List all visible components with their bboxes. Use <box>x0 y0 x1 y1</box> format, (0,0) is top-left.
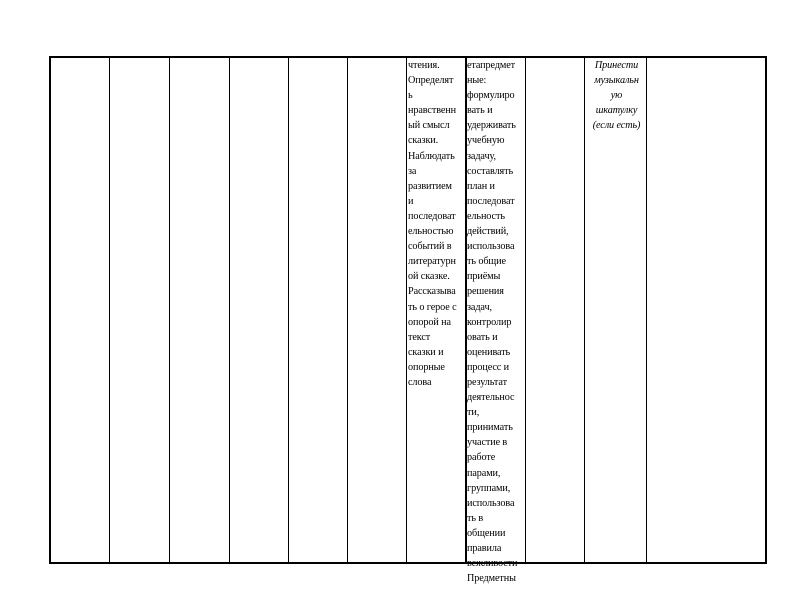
column-divider <box>49 56 51 564</box>
text-line: группами, <box>467 482 511 494</box>
text-line: Определят <box>408 75 454 87</box>
text-line: шкатулку <box>595 105 638 117</box>
text-line: контролир <box>467 316 512 328</box>
column-divider <box>347 56 348 564</box>
text-line: ть о герое с <box>408 301 457 313</box>
text-line: Рассказыва <box>408 286 456 298</box>
text-line: действий, <box>467 226 509 238</box>
table-right-border <box>765 56 767 564</box>
text-line: музыкальн <box>594 75 639 87</box>
text-line: последоват <box>408 210 456 222</box>
text-line: задачу, <box>467 150 496 162</box>
cell-lesson-activities <box>408 58 466 390</box>
cell-metasubject-results <box>467 58 525 586</box>
text-line: и <box>408 195 414 207</box>
text-line: парами, <box>467 467 501 479</box>
text-line: деятельнос <box>467 392 515 404</box>
text-line: план и <box>467 180 495 192</box>
text-line: участие в <box>467 437 508 449</box>
text-line: принимать <box>467 422 513 434</box>
text-line: ый смысл <box>408 120 450 132</box>
text-line: текст <box>408 331 431 343</box>
text-line: сказки. <box>408 135 439 147</box>
text-line: удерживать <box>467 120 516 132</box>
text-line: последоват <box>467 195 515 207</box>
column-divider <box>584 56 585 564</box>
column-divider <box>406 56 407 564</box>
text-line: ую <box>610 90 623 102</box>
text-line: решения <box>467 286 504 298</box>
text-line: Принести <box>594 60 639 71</box>
text-line: учебную <box>467 135 505 147</box>
text-line: етапредмет <box>467 60 516 71</box>
cell-homework-note <box>586 58 647 133</box>
text-line: ой сказке. <box>408 271 450 283</box>
text-line: ельность <box>467 210 505 222</box>
text-line: формулиро <box>467 90 515 102</box>
column-divider <box>169 56 170 564</box>
column-divider <box>525 56 526 564</box>
text-line: процесс и <box>467 361 510 373</box>
text-line: опорные <box>408 361 445 373</box>
text-line: овать и <box>467 331 498 343</box>
text-line: слова <box>408 376 432 388</box>
text-line: нравственн <box>408 105 456 117</box>
text-line: приёмы <box>467 271 501 283</box>
text-line: ть общие <box>467 256 506 268</box>
text-line: ные: <box>467 75 487 87</box>
text-line: ти, <box>467 407 480 419</box>
text-line: задач, <box>467 301 492 313</box>
text-line: использова <box>467 241 515 253</box>
text-line: Наблюдать <box>408 150 455 162</box>
text-line: использова <box>467 497 515 509</box>
text-line: ть в <box>467 512 484 524</box>
text-line: опорой на <box>408 316 451 328</box>
text-line: чтения. <box>408 60 440 71</box>
text-line: ельностью <box>408 226 454 238</box>
text-line: развитием <box>408 180 452 192</box>
text-line: Предметны <box>467 573 516 585</box>
text-line: составлять <box>467 165 514 177</box>
text-line: общении <box>467 527 506 539</box>
column-divider <box>229 56 230 564</box>
text-line: событий в <box>408 241 452 253</box>
text-line: сказки и <box>408 346 444 358</box>
table-bottom-border <box>49 562 767 564</box>
column-divider <box>109 56 110 564</box>
text-line: ь <box>408 90 413 102</box>
column-divider <box>288 56 289 564</box>
text-line: вать и <box>467 105 493 117</box>
text-line: литературн <box>408 256 456 268</box>
lesson-plan-table <box>49 56 767 585</box>
text-line: правила <box>467 543 502 554</box>
text-line: за <box>408 165 417 177</box>
text-line: (если есть) <box>592 120 641 132</box>
text-line: работе <box>467 452 496 464</box>
text-line: оценивать <box>467 346 511 358</box>
text-line: результат <box>467 376 507 388</box>
text-line: вежливости <box>467 558 518 570</box>
